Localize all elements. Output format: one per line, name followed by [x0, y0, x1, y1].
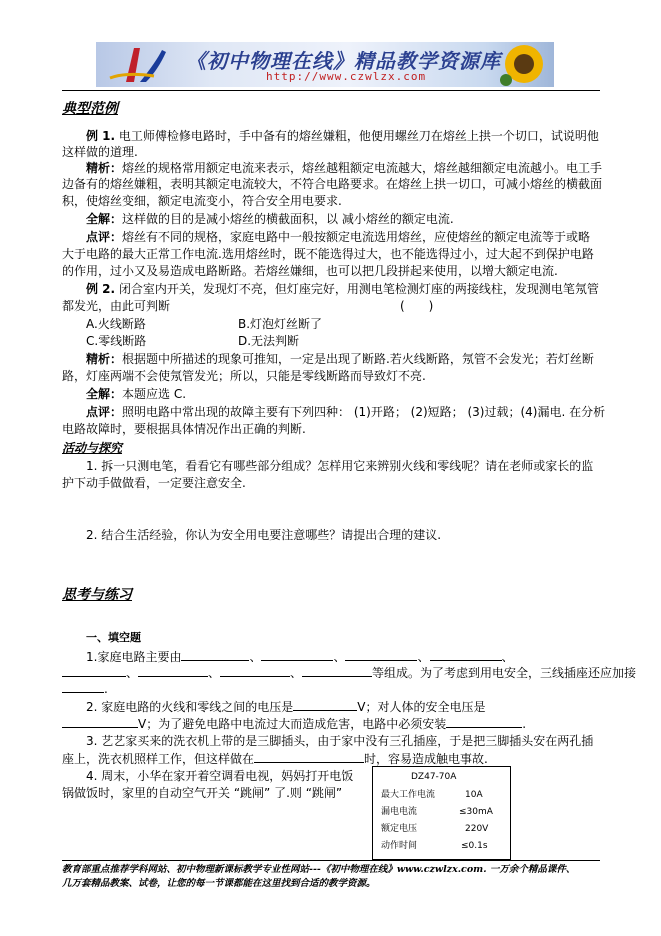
example2-solution: 全解：本题应选 C. — [86, 387, 187, 401]
example1-line1: 例 1. 电工师傅检修电路时，手中备有的熔丝嫌粗，他便用螺丝刀在熔丝上拱一个切口，试说明他 — [86, 129, 599, 143]
option-d: D.无法判断 — [238, 334, 300, 348]
example2-line1: 例 2. 闭合室内开关，发现灯不亮，但灯座完好，用测电笔检测灯座的两接线柱，发现测电笔氖管 — [86, 282, 599, 296]
exercise-q4-line1: 4. 周末，小华在家开着空调看电视，妈妈打开电饭 — [86, 769, 354, 783]
blank[interactable] — [261, 648, 333, 661]
option-c: C.零线断路 — [86, 334, 147, 348]
option-b: B.灯泡灯丝断了 — [238, 317, 323, 331]
blank[interactable] — [62, 664, 126, 677]
section-title-examples: 典型范例 — [62, 101, 118, 117]
banner-title: 《初中物理在线》精品教学资源库 — [186, 49, 501, 73]
blank[interactable] — [345, 648, 417, 661]
example2-line2: 都发光，由此可判断 — [62, 299, 171, 313]
banner-url[interactable]: http://www.czwlzx.com — [266, 70, 427, 83]
blank[interactable] — [62, 680, 104, 693]
activity-q1-line2: 护下动手做做看，一定要注意安全. — [62, 476, 246, 490]
blank[interactable] — [302, 664, 372, 677]
activity-q2: 2. 结合生活经验，你认为安全用电要注意哪些？请提出合理的建议. — [86, 528, 442, 542]
blank[interactable] — [62, 715, 138, 728]
circuit-breaker-spec-table — [372, 766, 511, 860]
exercise-q2-line2: V；为了避免电路中电流过大而造成危害，电路中必须安装 . — [62, 715, 600, 732]
activity-title: 活动与探究 — [62, 441, 123, 455]
footer-line2: 几万套精品教案、试卷，让您的每一节课都能在这里找到合适的教学资源。 — [62, 878, 376, 889]
example2-line6: 路，灯座两端不会使氖管发光；所以，只能是零线断路而导致灯不亮. — [62, 369, 426, 383]
sunflower-center — [514, 54, 534, 74]
exercise-q3-line2: 座上，洗衣机照样工作，但这样做在 时，容易造成触电事故. — [62, 752, 488, 766]
blank[interactable] — [430, 648, 502, 661]
exercise-q1-line2: 、 、 、 等组成。为了考虑到用电安全，三线插座还应加接 — [62, 664, 600, 681]
example1-line9: 的作用，过小又及易造成电路断路。若熔丝嫌细，也可以把几段拼起来使用，以增大额定电流. — [62, 264, 558, 278]
example1-solution: 全解：这样做的目的是减小熔丝的横截面积，以 减小熔丝的额定电流. — [86, 212, 454, 226]
blank[interactable] — [138, 664, 208, 677]
example1-line8: 大于电路的最大正常工作电流.选用熔丝时，既不能选得过大，也不能选得过小，过大起不到保护电路 — [62, 247, 594, 261]
option-a: A.火线断路 — [86, 317, 146, 331]
example1-line2: 这样做的道理. — [62, 145, 138, 159]
example2-comment: 点评：照明电路中常出现的故障主要有下列四种： (1)开路； (2)短路； (3)过载；(4)漏电. 在分析 — [86, 405, 606, 419]
fill-blank-heading: 一、填空题 — [86, 631, 141, 644]
spec-row-max-current: 最大工作电流 10A — [381, 790, 483, 800]
spec-model: DZ47-70A — [411, 772, 457, 782]
blank[interactable] — [293, 698, 357, 711]
example1-line4: 边备有的熔丝嫌粗，表明其额定电流较大，不符合电路要求。在熔丝上拱一切口，可减小熔丝的横截面 — [62, 177, 603, 191]
example2-analysis: 精析：根据题中所描述的现象可推知，一定是出现了断路.若火线断路，氖管不会发光；若灯丝断 — [86, 352, 594, 366]
exercise-q3-line1: 3. 艺艺家买来的洗衣机上带的是三脚插头，由于家中没有三孔插座，于是把三脚插头安在两孔插 — [86, 734, 594, 748]
answer-paren: ( ) — [400, 299, 434, 313]
spec-row-action-time: 动作时间 ≤0.1s — [381, 841, 488, 851]
exercise-q2-line1: 2. 家庭电路的火线和零线之间的电压是 V；对人体的安全电压是 — [86, 700, 486, 714]
activity-q1-line1: 1. 拆一只测电笔，看看它有哪些部分组成？怎样用它来辨别火线和零线呢？请在老师或家长的监 — [86, 459, 594, 473]
example2-line9: 电路故障时，要根据具体情况作出正确的判断. — [62, 422, 306, 436]
leaf — [500, 74, 512, 86]
example1-line5: 积，使熔丝变细，额定电流变小，符合安全用电要求. — [62, 194, 342, 208]
exercise-q1-line3: . — [62, 680, 600, 697]
blank[interactable] — [220, 664, 290, 677]
spec-row-rated-voltage: 额定电压 220V — [381, 824, 489, 834]
footer-rule — [62, 860, 600, 861]
exercise-q1-line1: 1.家庭电路主要由 、 、 、 、 — [86, 650, 514, 664]
example1-comment: 点评：熔丝有不同的规格，家庭电路中一般按额定电流选用熔丝，应使熔丝的额定电流等于或略 — [86, 230, 591, 244]
section-title-practice: 思考与练习 — [62, 587, 132, 603]
footer-line1: 教育部重点推荐学科网站、初中物理新课标教学专业性网站---《初中物理在线》www.czwlzx.com. 一万余个精品课件、 — [62, 864, 576, 875]
banner — [96, 42, 554, 87]
blank[interactable] — [254, 750, 364, 763]
blank[interactable] — [181, 648, 249, 661]
exercise-q4-line2: 锅做饭时，家里的自动空气开关 “跳闸” 了.则 “跳闸” — [62, 786, 343, 800]
spec-row-leak-current: 漏电电流 ≤30mA — [381, 807, 493, 817]
header-rule — [62, 90, 600, 91]
blank[interactable] — [446, 715, 522, 728]
example1-analysis: 精析：熔丝的规格常用额定电流来表示，熔丝越粗额定电流越大，熔丝越细额定电流越小。电工手 — [86, 161, 603, 175]
logo-red-stroke — [126, 48, 140, 82]
